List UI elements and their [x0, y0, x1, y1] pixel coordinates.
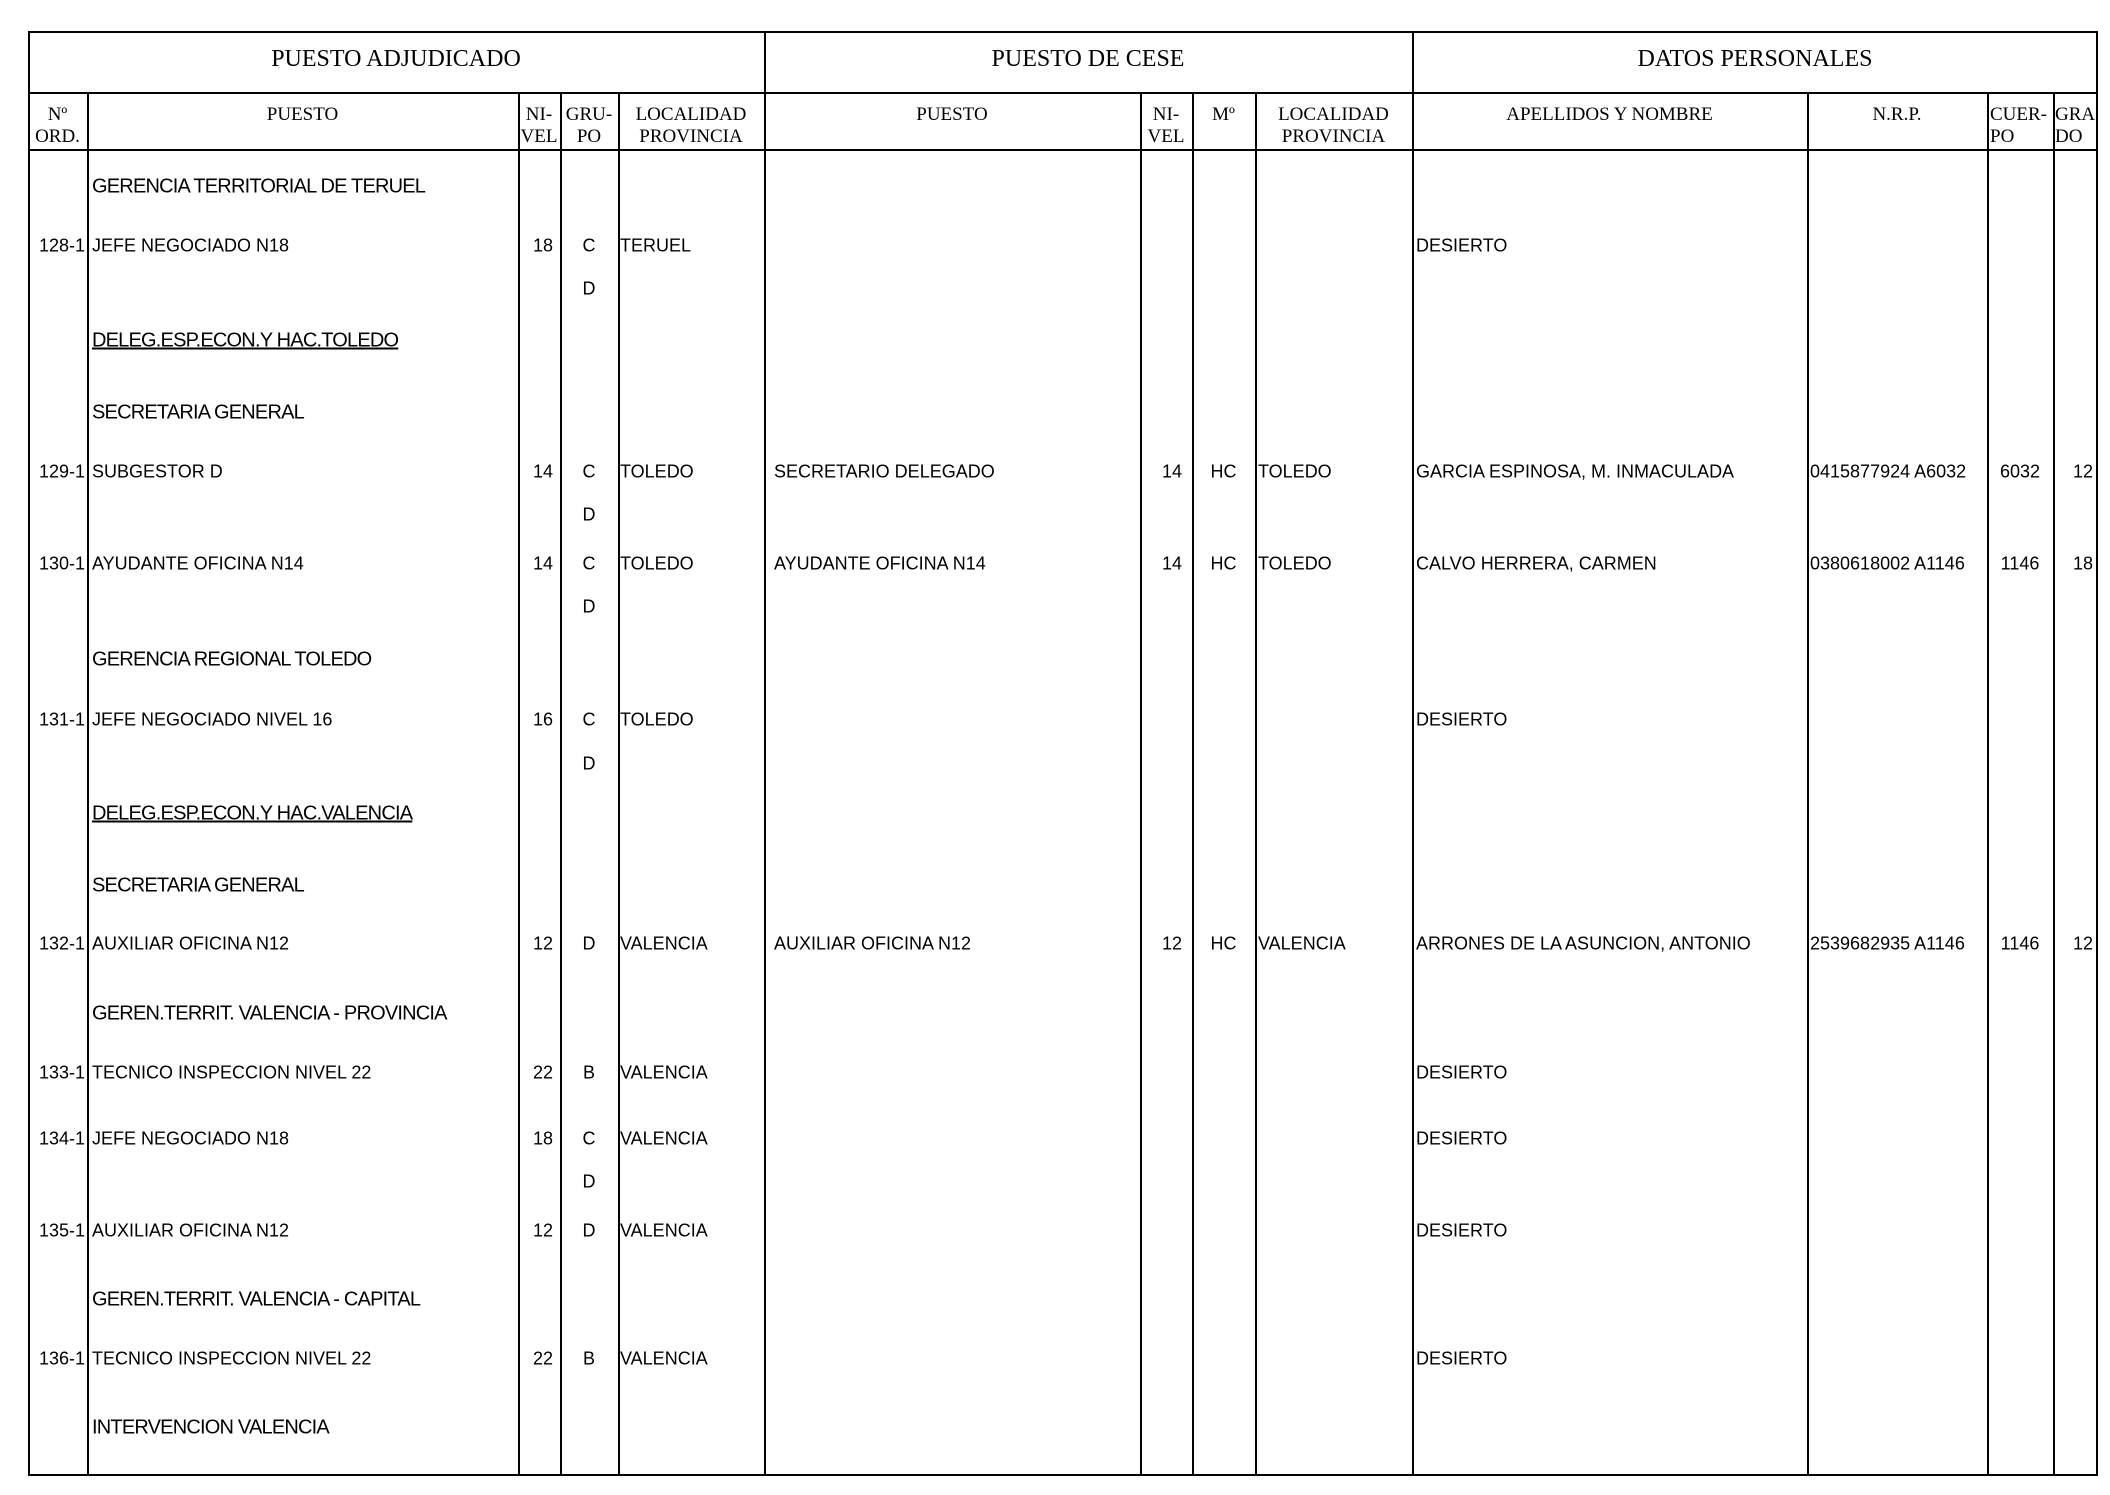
col-header-line: PO	[1990, 126, 2015, 147]
col-header-n-ord	[28, 104, 87, 148]
cell-nivel: 22	[532, 1348, 553, 1369]
cell-ord: 130-1	[38, 553, 85, 574]
cell-cese-localidad: TOLEDO	[1258, 553, 1332, 574]
group-header-datos-personales: DATOS PERSONALES	[1637, 46, 1873, 72]
cell-nivel: 14	[532, 461, 553, 482]
col-header-line: PROVINCIA	[639, 126, 743, 147]
cell-apellidos: CALVO HERRERA, CARMEN	[1416, 553, 1657, 574]
group-header-puesto-cese: PUESTO DE CESE	[991, 46, 1185, 72]
divider	[28, 92, 2098, 94]
cell-nivel: 14	[532, 553, 553, 574]
col-header-localidad	[618, 104, 764, 148]
cell-grupo: C	[582, 1128, 596, 1149]
cell-nrp: 0380618002 A1146	[1810, 553, 1965, 574]
col-header-line: GRA	[2055, 104, 2096, 125]
cell-ord: 131-1	[38, 709, 85, 730]
col-header-line: PROVINCIA	[1281, 126, 1386, 147]
cell-grado: 12	[2072, 933, 2093, 954]
col-header-line: GRU-	[565, 104, 613, 125]
cell-nivel: 12	[532, 933, 553, 954]
section-heading: GERENCIA REGIONAL TOLEDO	[92, 648, 372, 671]
cell-localidad: VALENCIA	[620, 1220, 708, 1241]
cell-ord: 136-1	[38, 1348, 85, 1369]
cell-grado: 18	[2072, 553, 2093, 574]
col-header-line: Nº	[47, 104, 68, 125]
col-header-line: LOCALIDAD	[635, 104, 747, 125]
column-divider	[618, 92, 620, 1476]
cell-cese-m: HC	[1210, 461, 1237, 482]
col-header-line: ORD.	[35, 126, 80, 147]
cell-nivel: 12	[532, 1220, 553, 1241]
col-header-nrp: N.R.P.	[1872, 104, 1922, 125]
column-divider	[2053, 92, 2055, 1476]
cell-cese-m: HC	[1210, 553, 1237, 574]
cell-ord: 135-1	[38, 1220, 85, 1241]
col-header-line: NI-	[1152, 104, 1180, 125]
cell-cese-localidad: VALENCIA	[1258, 933, 1346, 954]
cell-grupo: D	[582, 278, 596, 299]
cell-grupo: D	[582, 1171, 596, 1192]
cell-apellidos: GARCIA ESPINOSA, M. INMACULADA	[1416, 461, 1735, 482]
cell-puesto: AUXILIAR OFICINA N12	[92, 933, 290, 954]
cell-puesto: JEFE NEGOCIADO N18	[92, 235, 290, 256]
section-heading: SECRETARIA GENERAL	[92, 401, 304, 424]
cell-grupo: C	[582, 709, 596, 730]
cell-cuerpo: 6032	[1999, 461, 2041, 482]
cell-ord: 128-1	[38, 235, 85, 256]
section-heading: INTERVENCION VALENCIA	[92, 1416, 329, 1439]
cell-cese-nivel: 14	[1161, 461, 1182, 482]
column-divider	[1412, 31, 1414, 1476]
cell-apellidos: DESIERTO	[1416, 1062, 1508, 1083]
column-divider	[764, 31, 766, 1476]
col-header-cese-m: Mº	[1212, 104, 1235, 125]
col-header-cese-localidad	[1255, 104, 1412, 148]
col-header-line: VEL	[1147, 126, 1185, 147]
cell-apellidos: ARRONES DE LA ASUNCION, ANTONIO	[1416, 933, 1751, 954]
cell-ord: 132-1	[38, 933, 85, 954]
cell-puesto: TECNICO INSPECCION NIVEL 22	[92, 1348, 372, 1369]
divider	[28, 149, 2098, 151]
col-header-puesto: PUESTO	[266, 104, 339, 125]
col-header-line: DO	[2055, 126, 2083, 147]
col-header-cese-nivel	[1140, 104, 1192, 148]
cell-nivel: 18	[532, 235, 553, 256]
cell-nrp: 2539682935 A1146	[1810, 933, 1965, 954]
cell-cese-nivel: 14	[1161, 553, 1182, 574]
cell-localidad: VALENCIA	[620, 1062, 708, 1083]
cell-cuerpo: 1146	[2000, 553, 2040, 574]
cell-ord: 134-1	[38, 1128, 85, 1149]
col-header-cese-puesto: PUESTO	[916, 104, 988, 125]
col-header-line: VEL	[520, 126, 558, 147]
cell-cese-puesto: AUXILIAR OFICINA N12	[774, 933, 972, 954]
cell-localidad: VALENCIA	[620, 1128, 708, 1149]
col-header-nivel	[518, 104, 560, 148]
cell-puesto: AYUDANTE OFICINA N14	[92, 553, 304, 574]
delegation-heading: DELEG.ESP.ECON.Y HAC.TOLEDO	[92, 329, 399, 352]
col-header-grupo	[560, 104, 618, 148]
cell-grupo: C	[582, 235, 596, 256]
cell-nivel: 18	[532, 1128, 553, 1149]
cell-grupo: D	[582, 504, 596, 525]
col-header-line: PO	[576, 126, 602, 147]
cell-ord: 133-1	[38, 1062, 85, 1083]
cell-cese-nivel: 12	[1161, 933, 1182, 954]
col-header-line: NI-	[525, 104, 553, 125]
cell-grupo: D	[582, 753, 596, 774]
column-divider	[560, 92, 562, 1476]
cell-localidad: VALENCIA	[620, 1348, 708, 1369]
column-divider	[1255, 92, 1257, 1476]
cell-ord: 129-1	[38, 461, 85, 482]
cell-localidad: TOLEDO	[620, 553, 694, 574]
column-divider	[1140, 92, 1142, 1476]
col-header-line: CUER-	[1990, 104, 2047, 125]
cell-nrp: 0415877924 A6032	[1810, 461, 1967, 482]
cell-grupo: B	[582, 1348, 595, 1369]
column-divider	[1807, 92, 1809, 1476]
section-heading: GEREN.TERRIT. VALENCIA - PROVINCIA	[92, 1002, 447, 1025]
col-header-apellidos: APELLIDOS Y NOMBRE	[1506, 104, 1713, 125]
cell-apellidos: DESIERTO	[1416, 235, 1508, 256]
cell-cese-localidad: TOLEDO	[1258, 461, 1332, 482]
cell-cese-puesto: AYUDANTE OFICINA N14	[774, 553, 986, 574]
cell-grupo: C	[582, 553, 596, 574]
cell-grupo: B	[582, 1062, 595, 1083]
cell-grado: 12	[2072, 461, 2093, 482]
section-heading: SECRETARIA GENERAL	[92, 874, 304, 897]
column-divider	[87, 92, 89, 1476]
cell-puesto: TECNICO INSPECCION NIVEL 22	[92, 1062, 372, 1083]
section-heading: GERENCIA TERRITORIAL DE TERUEL	[92, 175, 426, 198]
col-header-grado	[2055, 104, 2098, 148]
cell-puesto: SUBGESTOR D	[92, 461, 223, 482]
cell-apellidos: DESIERTO	[1416, 1348, 1508, 1369]
column-divider	[1192, 92, 1194, 1476]
group-header-puesto-adjudicado: PUESTO ADJUDICADO	[271, 46, 521, 72]
cell-apellidos: DESIERTO	[1416, 1128, 1508, 1149]
cell-puesto: AUXILIAR OFICINA N12	[92, 1220, 290, 1241]
section-heading: GEREN.TERRIT. VALENCIA - CAPITAL	[92, 1288, 421, 1311]
cell-localidad: VALENCIA	[620, 933, 708, 954]
delegation-heading: DELEG.ESP.ECON.Y HAC.VALENCIA	[92, 802, 413, 825]
cell-cuerpo: 1146	[2000, 933, 2040, 954]
column-divider	[1987, 92, 1989, 1476]
cell-grupo: D	[582, 1220, 596, 1241]
cell-apellidos: DESIERTO	[1416, 709, 1508, 730]
col-header-line: LOCALIDAD	[1278, 104, 1389, 125]
cell-localidad: TOLEDO	[620, 461, 694, 482]
cell-localidad: TERUEL	[620, 235, 692, 256]
cell-grupo: D	[582, 933, 596, 954]
cell-puesto: JEFE NEGOCIADO N18	[92, 1128, 290, 1149]
cell-grupo: D	[582, 596, 596, 617]
cell-cese-m: HC	[1210, 933, 1237, 954]
cell-cese-puesto: SECRETARIO DELEGADO	[774, 461, 995, 482]
cell-apellidos: DESIERTO	[1416, 1220, 1508, 1241]
cell-puesto: JEFE NEGOCIADO NIVEL 16	[92, 709, 333, 730]
cell-nivel: 22	[532, 1062, 553, 1083]
cell-grupo: C	[582, 461, 596, 482]
col-header-cuerpo	[1990, 104, 2053, 148]
cell-nivel: 16	[532, 709, 553, 730]
cell-localidad: TOLEDO	[620, 709, 694, 730]
column-divider	[518, 92, 520, 1476]
